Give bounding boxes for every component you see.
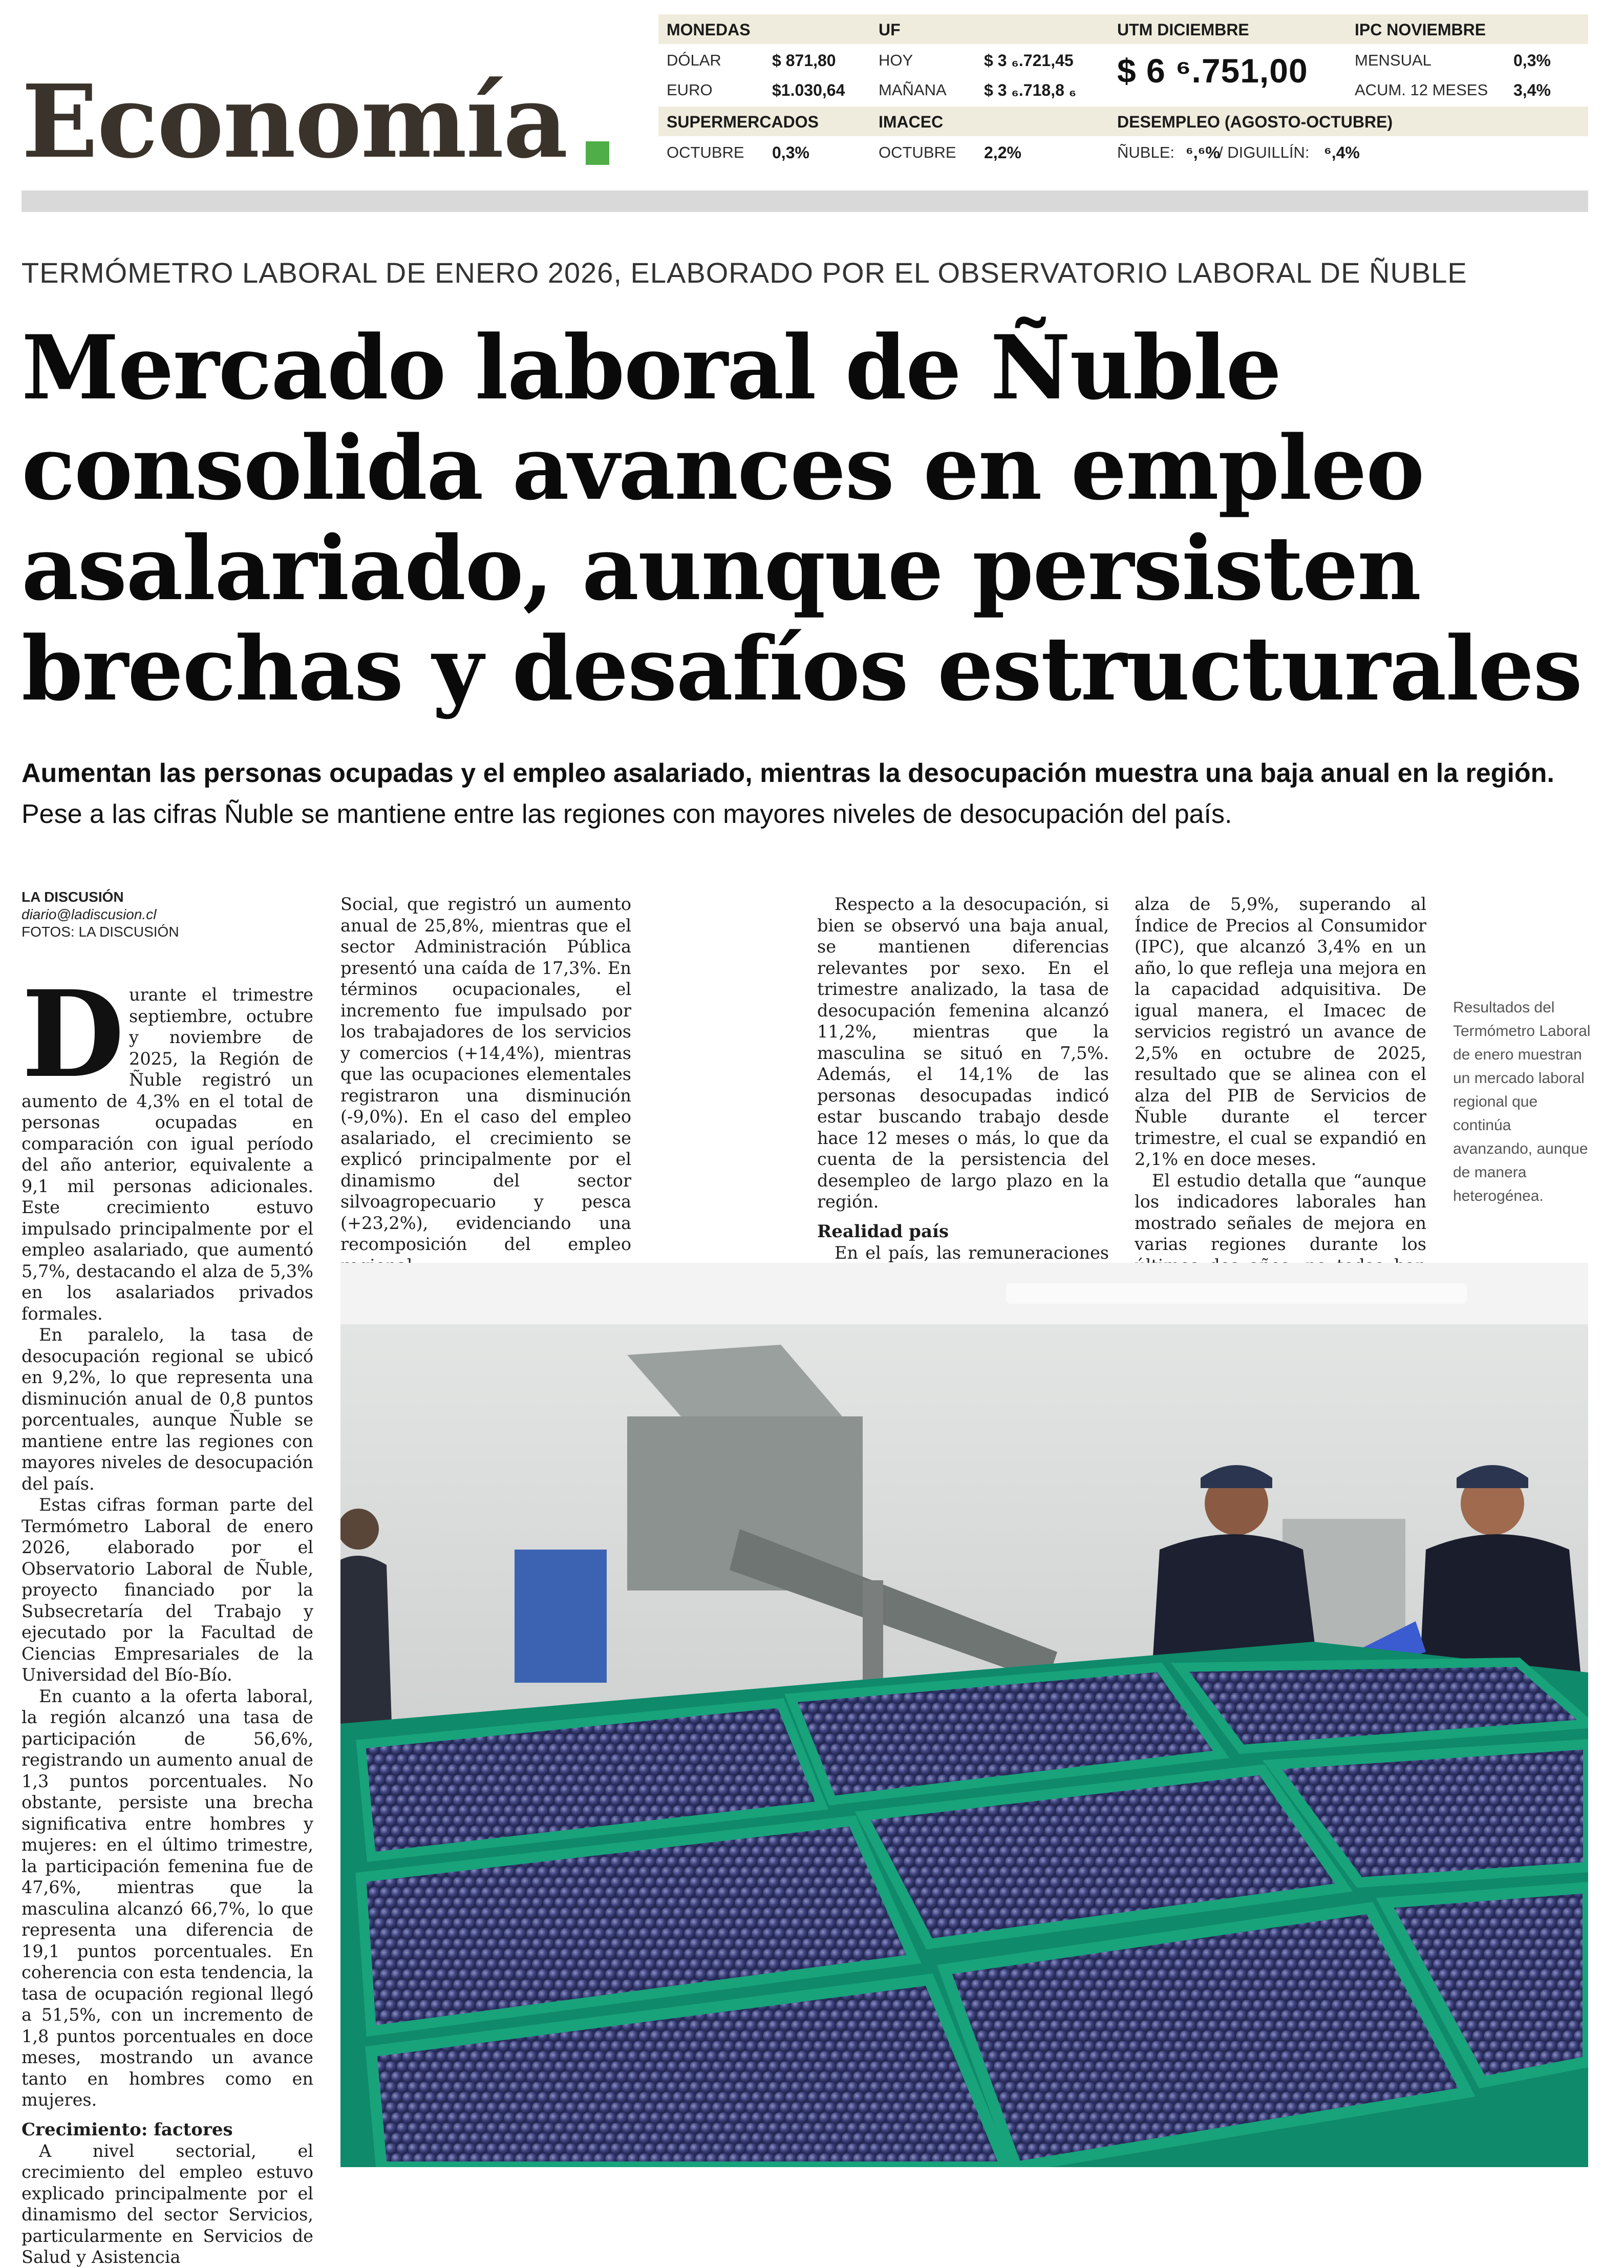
header-divider xyxy=(22,190,1588,212)
ipc-mensual-label: MENSUAL xyxy=(1355,51,1431,69)
paragraph: urante el trimestre septiembre, octubre y noviembre de 2025, la Región de Ñuble registró un aumento de 4,3% en el total de personas ocupadas en comparación con igual período del año anterior, equivalente a 9,1 mil personas adicionales. Este crecimiento estuvo impulsado principalmente por el empleo asalariado, que aumentó 5,7%, destacando el alza de 5,3% en los asalariados privados formales. xyxy=(22,985,313,1324)
article-column-2 xyxy=(340,894,631,1276)
euro-value: $1.030,64 xyxy=(772,81,845,99)
uf-header: UF xyxy=(879,20,901,39)
section-title-dot xyxy=(586,141,609,165)
paragraph: A nivel sectorial, el crecimiento del empleo estuvo explicado principalmente por el dinamismo del sector Servicios, particularmente en Servicios de Salud y Asistencia xyxy=(22,2140,313,2267)
article-column-4 xyxy=(1135,894,1426,1298)
monedas-header: MONEDAS xyxy=(667,20,751,39)
ipc-mensual-value: 0,3% xyxy=(1513,51,1551,70)
euro-label: EURO xyxy=(667,81,713,99)
section-title: Economía xyxy=(22,63,567,181)
paragraph: Respecto a la desocupación, si bien se observó una baja anual, se mantienen diferencias relevantes por sexo. En el trimestre analizado, la tasa de desocupación femenina alcanzó 11,2%, mientras que la masculina se situó en 7,5%. Además, el 14,1% de las personas desocupadas indicó estar buscando trabajo desde hace 12 meses o más, lo que da cuenta de la persistencia del desempleo de largo plazo en la región. xyxy=(817,894,1109,1212)
uf-manana-label: MAÑANA xyxy=(879,81,947,99)
paragraph: En cuanto a la oferta laboral, la región alcanzó una tasa de participación de 56,6%, registrando un aumento anual de 1,3 puntos porcentuales. No obstante, persiste una brecha significativa entre hombres y mujeres: en el último trimestre, la participación femenina fue de 47,6%, mientras que la masculina alcanzó 66,7%, lo que representa una diferencia de 19,1 puntos porcentuales. En coherencia con esta tendencia, la tasa de ocupación regional llegó a 51,5%, con un incremento de 1,8 puntos porcentuales en doce meses, mostrando un avance tanto en hombres como en mujeres. xyxy=(22,1686,313,2110)
desempleo-nuble-label: ÑUBLE: xyxy=(1117,143,1174,161)
paragraph: Social, que registró un aumento anual de 25,8%, mientras que el sector Administración Pública presentó una caída de 17,3%. En términos ocupacionales, el incremento fue impulsado por los trabajadores de los servicios y comercios (+14,4%), mientras que las ocupaciones elementales registraron una disminución (-9,0%). En el caso del empleo asalariado, el crecimiento se explicó principalmente por el dinamismo del sector silvoagropecuario y pesca (+23,2%), evidenciando una recomposición del empleo xyxy=(340,894,631,1254)
uf-hoy-label: HOY xyxy=(879,51,913,69)
uf-manana-value: $ 3 ₆.718,8 ₆ xyxy=(984,81,1077,99)
ipc-acum-label: ACUM. 12 MESES xyxy=(1355,81,1488,99)
imacec-label: OCTUBRE xyxy=(879,143,956,161)
imacec-value: 2,2% xyxy=(984,143,1021,162)
paragraph: En paralelo, la tasa de desocupación regional se ubicó en 9,2%, lo que representa una disminución anual de 0,8 puntos porcentuales, aunque Ñuble se mantiene entre las regiones con mayores niveles de desocupación del país. xyxy=(22,1325,313,1494)
photo-illustration xyxy=(340,1263,1588,2167)
ipc-acum-value: 3,4% xyxy=(1513,81,1551,99)
byline xyxy=(22,888,308,941)
headline-line: asalariado, aunque persisten xyxy=(22,516,1421,620)
desempleo-diguillin-value: ⁶,4% xyxy=(1324,143,1360,162)
headline xyxy=(22,317,1598,719)
desempleo-separator: / DIGUILLÍN: xyxy=(1219,143,1310,161)
imacec-header: IMACEC xyxy=(879,113,944,131)
supermercados-header: SUPERMERCADOS xyxy=(667,113,819,131)
desempleo-header: DESEMPLEO (AGOSTO-OCTUBRE) xyxy=(1117,113,1393,131)
economic-indicators-table xyxy=(658,14,1588,169)
supermercados-label: OCTUBRE xyxy=(667,143,744,161)
paragraph: En el país, las remuneraciones xyxy=(835,1242,1109,1263)
utm-value: $ 6 ⁶.751,00 xyxy=(1117,52,1308,90)
subheading: Realidad país xyxy=(817,1221,949,1242)
paragraph: El estudio detalla que “aunque los indicadores laborales han mostrado señales de mejora en varias regiones durante los xyxy=(1135,1170,1426,1254)
supermercados-value: 0,3% xyxy=(772,143,809,162)
article-column-1 xyxy=(22,964,313,2268)
photo-caption: Resultados del Termómetro Laboral de enero muestran un mercado laboral regional que continúa avanzando, aunque de manera heterogénea. xyxy=(1453,999,1591,1204)
paragraph: alza de 5,9%, superando al Índice de Precios al Consumidor (IPC), que alcanzó 3,4% en un año, lo que refleja una mejora en la capacidad adquisitiva. De igual manera, el Imacec de servicios registró un avance de 2,5% en octubre de 2025, resultado que se alinea con el alza del PIB de Servicios de Ñuble durante el tercer trimestre, el cual se expandió en 2,1% en doce meses. xyxy=(1135,894,1426,1169)
headline-line: brechas y desafíos estructurales xyxy=(22,617,1582,720)
byline-photos: FOTOS: LA DISCUSIÓN xyxy=(22,924,179,940)
dolar-label: DÓLAR xyxy=(667,51,721,69)
crates xyxy=(340,1642,1588,2167)
paragraph: Estas cifras forman parte del Termómetro Laboral de enero 2026, elaborado por el Observatorio Laboral de Ñuble, proyecto financiado por la Subsecretaría del Trabajo y ejecutado por la Facultad de Ciencias Empresariales de la Universidad del Bío-Bío. xyxy=(22,1495,313,1685)
dolar-value: $ 871,80 xyxy=(772,51,836,70)
headline-line: Mercado laboral de Ñuble xyxy=(22,315,1281,419)
subheading: Crecimiento: factores xyxy=(22,2119,233,2140)
subhead-rest: Pese a las cifras Ñuble se mantiene entre las regiones con mayores niveles de desocupación del país. xyxy=(22,799,1232,829)
byline-org: LA DISCUSIÓN xyxy=(22,889,124,905)
byline-email: diario@ladiscusion.cl xyxy=(22,906,157,922)
utm-header: UTM DICIEMBRE xyxy=(1117,20,1249,39)
drop-cap: D xyxy=(22,964,125,1104)
ipc-header: IPC NOVIEMBRE xyxy=(1355,20,1486,39)
article-column-3 xyxy=(817,894,1109,1285)
headline-line: consolida avances en empleo xyxy=(22,416,1424,520)
kicker: TERMÓMETRO LABORAL DE ENERO 2026, ELABORADO POR EL OBSERVATORIO LABORAL DE ÑUBLE xyxy=(22,257,1467,289)
blueberry-packing-photo xyxy=(340,1263,1588,2167)
subhead xyxy=(22,753,1588,835)
uf-hoy-value: $ 3 ₆.721,45 xyxy=(984,51,1074,70)
desempleo-nuble-value: ⁶,⁶% xyxy=(1186,143,1220,162)
subhead-bold: Aumentan las personas ocupadas y el empleo asalariado, mientras la desocupación muestra una baja anual en la región. xyxy=(22,758,1554,788)
